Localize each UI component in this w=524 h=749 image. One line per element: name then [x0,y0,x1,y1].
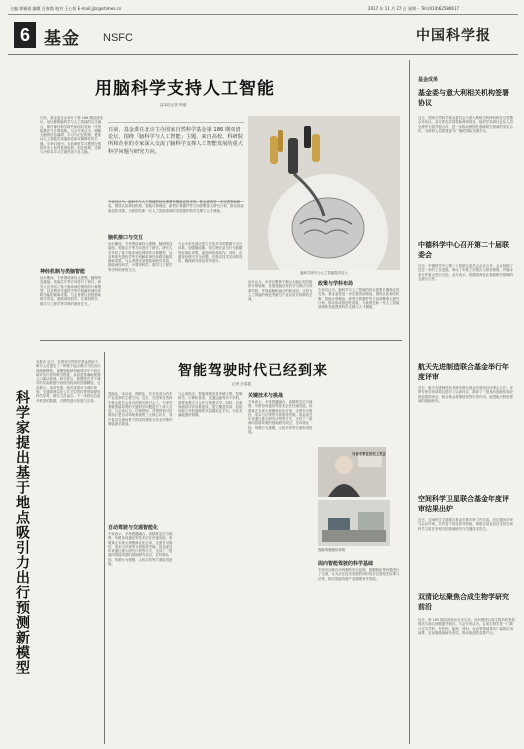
second-byline: 记者 汪春霞 [232,382,252,386]
lead-column-2b: 论坛期间，专家围绕神经元建模、脑网络连接组、类脑芯片等方向进行了研讨。研究人员介绍了基于脉冲神经网络的计算模型，以及利用光遗传学等手段解析神经环路功能的最新成果。与会者建议加强基础研究布局，鼓励神经科学、计算机科学、数学与工程学等学科的深度交叉。 [108,242,173,272]
date-line: 2017 年 11 月 27 日 星期一 Tel:(010)62580617 [368,6,460,11]
figure-caption: 脑科学研究为人工智能提供启示 [300,271,348,275]
second-column-1b: 专家表示，多传感器融合、高精度定位与地图、车路协同通信等技术正在快速发展，但要真正实现大规模商业化应用，还需在可靠性、成本与法规等方面取得突破。基金委近年来通过重大研究计划等方式，支持了一批面向智能驾驶的基础研究项目，在环境认知、驾驶行为建模、人机共驾等方面取得进展。 [108,532,173,567]
lead-column-4: 论坛认为，未来应聚焦于揭示大脑认知功能的计算原理，发展受脑启发的学习算法与体系结构，并探索脑机融合的新途径。这将为人工智能的理论突破与产业应用开辟新的空间。 [248,280,313,302]
sidebar-band: 基金成果 [418,77,439,83]
editor-line: 主编 郭雅琦 编辑 汪春霞 校对 王心怡 E-mail:jjzc@stimes.cn [10,6,122,11]
second-subhead-1: 自动驾驶与交通智能化 [108,525,159,531]
second-photo-caption: 与会专家在论坛上发言 [352,452,386,456]
lead-subhead-1: 神经机制与类脑智能 [40,269,86,275]
sidebar-item-1-title: 基金委与意大利相关机构签署协议 [418,89,509,107]
page-number: 6 [14,22,36,48]
second-column-2: 与会者指出，智能驾驶涉及车辆工程、控制科学、计算机视觉、交通运输等多个学科，需要加强交叉合作与资源共享。同时，应重视测试评价体系建设，建立覆盖仿真、封闭场地与开放道路的多层级验证平台，为技术落地提供保障。 [178,392,243,418]
sidebar-item-5-title: 双清论坛聚焦合成生物学研究前沿 [418,593,509,611]
sidebar-item-3-title: 航天先进制造联合基金举行年度评审 [418,363,509,381]
sidebar-divider [409,60,410,744]
lead-pullquote: 日前，基金委在北京主办国家自然科学基金第 186 期双清论坛，围绕「脑科学与人工智能」主题，来自高校、科研院所和企业的专家深入交流了脑科学支撑人工智能发展的重大科学问题与研究方向。 [108,122,244,202]
lead-bottom-rule [40,340,402,341]
lead-headline: 用脑科学支持人工智能 [95,79,275,99]
left-story-divider [104,352,105,744]
second-column-3: 专家表示，多传感器融合、高精度定位与地图、车路协同通信等技术正在快速发展，但要真正实现大规模商业化应用，还需在可靠性、成本与法规等方面取得突破。基金委近年来通过重大研究计划等方式，支持了一批面向智能驾驶的基础研究项目，在环境认知、驾驶行为建模、人机共驾等方面取得进展。 [248,400,313,435]
header-rule [8,54,518,55]
second-subhead-2: 关键技术与挑战 [248,393,284,399]
robot-head-illustration [248,116,400,270]
section-subtitle: NSFC [103,32,133,44]
second-subhead-3: 面向智能驾驶的科学基础 [318,561,374,567]
left-story-body: 本报讯 近日，在国家自然科学基金资助下，研究人员提出了一种基于地点吸引力的出行预测新模型。该模型能够刻画城市中不同区域对出行者的吸引程度，从而更准确地预测人口流动规律。研究显示，新模型在多个城市的实际数据中表现出较高的预测精度，且参数少、适用性强。相关成果可为城市规划、交通管理以及公共卫生防控等领域提供科学参考。研究人员表示，下一步将结合更多维度的数据，对模型进行拓展与完善。 [36,360,102,403]
second-column-4: 专家们还就自动驾驶的安全伦理、数据隐私等问题进行了交流，认为应在技术发展的同时同步完善相关标准与法规，推动智能驾驶产业健康有序发展。 [318,568,400,581]
sidebar-item-2-title: 中德科学中心召开第二十届联委会 [418,241,509,259]
sidebar-item-1-text: 近日，国家自然科学基金委员会与意大利相关科研机构在京签署合作协议。双方将在共同资助科研项目、组织学术研讨会及人员交流等方面开展合作，进一步推动两国在基础研究领域的务实合作，为科研人员搭建更为广阔的国际交流平台。 [418,116,513,133]
second-photo2-caption: 智能驾驶测试场景 [318,548,346,552]
sidebar-item-2-text: 近日，中德科学中心第二十届联合委员会会议召开。会议回顾了过去一年的工作进展，审议了年度工作报告与财务预算，并就未来合作重点进行讨论。双方表示，将继续深化在基础研究领域的交流与合作。 [418,264,513,281]
test-scene-photo-icon [318,500,390,546]
lead-column-3: 与会专家还建议建立开放共享的数据与平台体系，加强脑成像、电生理记录与行为数据的标准化采集，促进跨机构协作。同时，应重视伦理与安全问题，在推动技术应用的同时，确保研究规范有序进行。 [178,242,243,264]
second-headline: 智能驾驶时代已经到来 [178,363,328,379]
lead-byline: 邵本桂记者 钟慎 [160,103,187,107]
section-title: 基金 [44,29,80,49]
sidebar-item-5-text: 近日，第 185 期双清论坛在京召开。论坛围绕合成生物学的发展现状与前沿问题展开研讨。与会专家认为，合成生物学是一门新兴交叉学科，在医药、能源、材料、农业等领域具有广阔的应用前景，应加强基础研究布局，推动原创性成果产出。 [418,618,515,635]
sidebar-item-4-text: 近日，空间科学卫星联合基金年度评审工作完成。经过通讯评审与会议评审，共有若干项目获得资助。该联合基金旨在支持空间科学卫星任务相关的基础研究与关键技术攻关。 [418,518,513,531]
left-story-headline: 科学家提出基于地点吸引力出行预测新模型 [14,390,30,675]
lead-column-1-top: 日前，基金委在京举办了第 186 期双清论坛。论坛聚焦脑科学与人工智能的交叉融合，探讨神经科学研究如何启发新一代智能算法与计算架构。与会专家认为，理解大脑的信息编码、学习与记忆机制，是推动人工智能实现通用性和可解释性的关键。专家们指出，当前深度学习模型在感知任务上取得显著进展，但在推理、迁移与小样本学习方面仍远不及人脑。 [40,116,103,155]
second-column-1a: 智能化、电动化、网联化、共享化成为汽车产业变革的主要方向。近日，在国家自然科学基金委员会举办的相关研讨会上，专家学者就智能驾驶的关键科学问题进行了深入讨论。与会者认为，环境感知、决策规划与控制执行是自动驾驶系统的三大核心环节，其中复杂交通场景下的实时感知与安全决策仍面临诸多挑战。 [108,392,173,427]
newspaper-masthead: 中国科学报 [416,28,491,44]
lead-column-2a: 专家们认为，脑科学与人工智能的结合需要长期稳定的支持。基金委将进一步完善资助格局，围绕认知神经机制、智能计算理论、新型计算器件等方向部署重大研究计划，推动形成原创性成果，为我国在新一代人工智能领域的发展提供科学支撑与人才储备。 [108,200,244,213]
sidebar-item-3-text: 近日，航天先进制造技术研究联合基金年度项目评审会召开。评审专家对申请项目进行了认真评议，推荐了一批具有创新性和应用前景的项目，联合基金将继续发挥引导作用，促进航天制造领域的基础研究。 [418,386,513,403]
lead-column-5: 专家们认为，脑科学与人工智能的结合需要长期稳定的支持。基金委将进一步完善资助格局，围绕认知神经机制、智能计算理论、新型计算器件等方向部署重大研究计划，推动形成原创性成果，为我国在新一代人工智能领域的发展提供科学支撑与人才储备。 [318,288,400,310]
lead-subhead-3: 政策与学科布局 [318,281,354,287]
lead-subhead-2: 脑机接口与交互 [108,235,144,241]
lead-figure [248,116,400,270]
sidebar-item-4-title: 空间科学卫星联合基金年度评审结果出炉 [418,495,509,513]
second-photo-scene [318,500,390,546]
page-header-bar [8,6,518,15]
lead-column-1-bottom: 论坛期间，专家围绕神经元建模、脑网络连接组、类脑芯片等方向进行了研讨。研究人员介绍了基于脉冲神经网络的计算模型，以及利用光遗传学等手段解析神经环路功能的最新成果。与会者建议加强基础研究布局，鼓励神经科学、计算机科学、数学与工程学等学科的深度交叉。 [40,276,102,306]
